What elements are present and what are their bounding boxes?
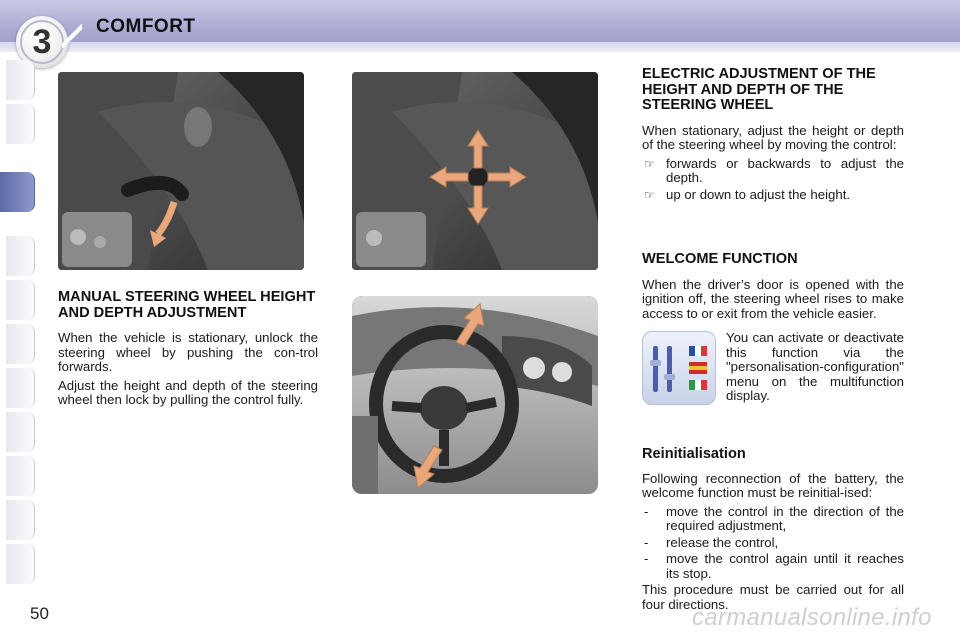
dash-marker: - <box>644 551 649 566</box>
chapter-tab-5[interactable] <box>6 280 35 320</box>
steering-wheel-photo <box>352 296 598 494</box>
chapter-tab-2[interactable] <box>6 104 35 144</box>
electric-bullet-height: up or down to adjust the height. <box>666 186 851 202</box>
dash-marker: - <box>644 503 649 519</box>
pointing-hand-icon: ☞ <box>644 156 655 171</box>
list-item <box>642 505 904 534</box>
chapter-tab-11[interactable] <box>6 544 35 584</box>
pointing-hand-icon: ☞ <box>644 187 655 202</box>
chapter-tabs <box>0 60 40 580</box>
chapter-tab-1[interactable] <box>6 60 35 100</box>
reinitialisation-heading: Reinitialisation <box>642 446 746 462</box>
chapter-tick <box>62 20 82 48</box>
list-item <box>642 157 904 186</box>
list-item <box>642 536 904 551</box>
manual-adjustment-heading: MANUAL STEERING WHEEL HEIGHT AND DEPTH ADJUSTMENT <box>58 289 316 321</box>
reinitialisation-steps <box>642 505 904 582</box>
header-underline <box>0 42 960 52</box>
welcome-activation-text: You can activate or deactivate this function via the "personalisation-configuration" menu on the multifunction display. <box>726 330 904 403</box>
electric-adjustment-heading: ELECTRIC ADJUSTMENT OF THE HEIGHT AND DEPTH OF THE STEERING WHEEL <box>642 66 876 113</box>
manual-adjustment-paragraph-2: Adjust the height and depth of the steering wheel then lock by pulling the control fully. <box>58 377 318 407</box>
chapter-tab-7[interactable] <box>6 368 35 408</box>
chapter-number: 3 <box>32 22 52 61</box>
list-item <box>642 552 904 581</box>
reinitialisation-section <box>642 447 904 616</box>
chapter-tab-10[interactable] <box>6 500 35 540</box>
reinitialisation-outro: This procedure must be carried out for all four directions. <box>642 582 904 612</box>
chapter-tab-8[interactable] <box>6 412 35 452</box>
chapter-tab-9[interactable] <box>6 456 35 496</box>
manual-adjustment-section <box>58 290 318 412</box>
reinitialisation-intro: Following reconnection of the battery, the welcome function must be reinitial-ised: <box>642 470 904 500</box>
page-title: COMFORT <box>96 16 196 37</box>
welcome-function-section <box>642 252 904 421</box>
electric-adjustment-intro: When stationary, adjust the height or depth of the steering wheel by moving the control: <box>642 122 904 152</box>
watermark: carmanualsonline.info <box>692 604 932 631</box>
chapter-tab-3-active[interactable] <box>0 172 35 212</box>
manual-adjustment-paragraph-1: When the vehicle is stationary, unlock the steering wheel by pushing the con-trol forwards. <box>58 330 318 374</box>
personalisation-menu-icon <box>642 331 716 405</box>
dash-marker: - <box>644 534 649 550</box>
chapter-tab-4[interactable] <box>6 236 35 276</box>
reinit-step-2: release the control, <box>666 534 779 550</box>
reinit-step-1: move the control in the direction of the required adjustment, <box>666 503 904 533</box>
manual-adjustment-photo <box>58 72 304 270</box>
electric-adjustment-list <box>642 157 904 203</box>
reinit-step-3: move the control again until it reaches its stop. <box>666 551 904 581</box>
page-number: 50 <box>30 604 49 623</box>
welcome-activation-row <box>642 331 904 421</box>
electric-adjustment-section <box>642 67 904 204</box>
welcome-function-heading: WELCOME FUNCTION <box>642 251 798 267</box>
list-item <box>642 188 904 203</box>
welcome-function-intro: When the driver’s door is opened with the ignition off, the steering wheel rises to make access to or exit from the vehicle easier. <box>642 276 904 321</box>
chapter-tab-6[interactable] <box>6 324 35 364</box>
electric-adjustment-photo <box>352 72 598 270</box>
electric-bullet-depth: forwards or backwards to adjust the depth. <box>666 155 904 185</box>
